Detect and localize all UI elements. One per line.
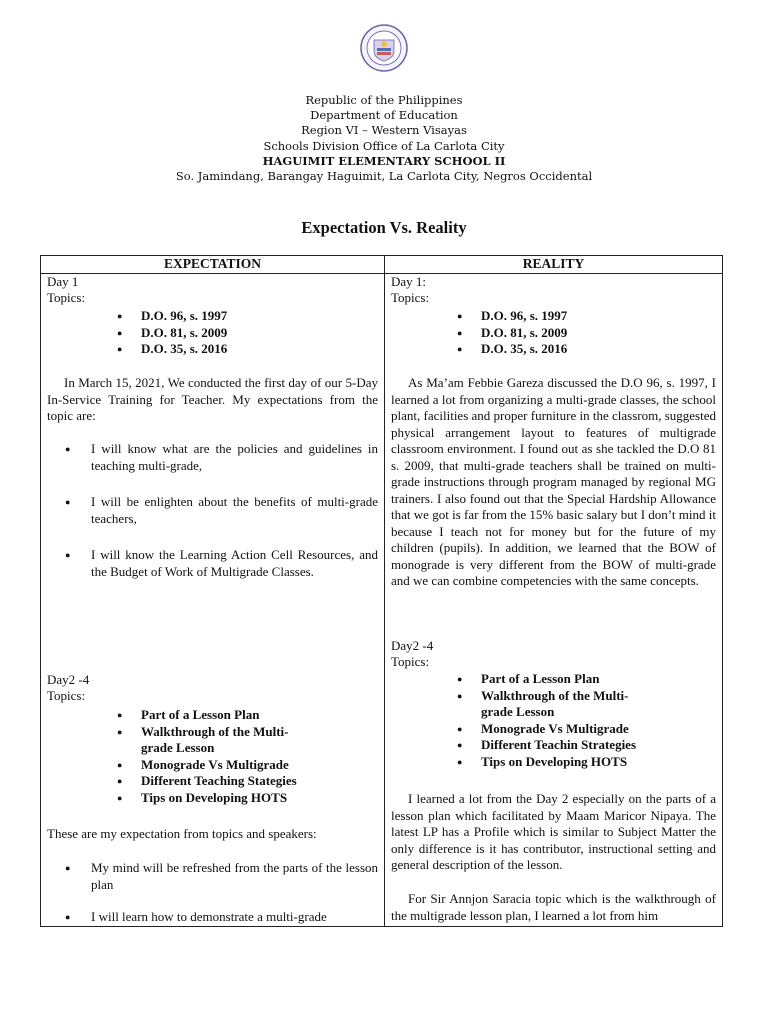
expectation-day1-topic-list bbox=[117, 308, 227, 358]
list-item: ● Tips on Developing HOTS bbox=[457, 754, 697, 771]
list-item: ● Different Teaching Stategies bbox=[117, 773, 347, 790]
list-item: ● Different Teachin Strategies bbox=[457, 737, 697, 754]
expectation-day1-list bbox=[65, 441, 378, 600]
reality-day1-paragraph: As Ma’am Febbie Gareza discussed the D.O 96, s. 1997, I learned a lot from organizing a multi-grade classes, the school plant, facilities and proper furniture in the classrom, suggested physical arrangement layout to features of multigrade classroom environment. I found out as she tackled the D.O 81 s. 2009, that multi-grade teachers shall be trained on multi-grade instructions through program managed by regional MG trainers. I also found out that the Special Hardship Allowance that we got is far from the 15% basic salary but I don’t mind it because I teach not for money but for the future of my children (pupils). In addition, we learned that the BOW of monograde is very different from the BOW of multi-grade and we can combine competencies with the same concepts. bbox=[391, 375, 716, 588]
reality-day2-topic-list bbox=[457, 671, 697, 770]
list-item: ● Walkthrough of the Multi-grade Lesson bbox=[457, 688, 697, 721]
expectation-topics2-label: Topics: bbox=[47, 688, 86, 703]
expectation-reality-table bbox=[40, 255, 723, 927]
reality-day2-paragraph: I learned a lot from the Day 2 especially on the parts of a lesson plan which facilitated by Maam Maricor Nipaya. The latest LP has a Profile which is similar to Subject Matter the only difference is it has contributor, instructional setting and general description of the lesson. bbox=[391, 791, 716, 872]
expectation-topics1-label: Topics: bbox=[47, 290, 86, 305]
header-address: So. Jamindang, Barangay Haguimit, La Carlota City, Negros Occidental bbox=[175, 169, 593, 184]
list-item: ● I will learn how to demonstrate a multi-grade bbox=[65, 909, 378, 926]
list-item: ● D.O. 81, s. 2009 bbox=[117, 325, 227, 342]
expectation-day2-label: Day2 -4 bbox=[47, 672, 90, 687]
column-header-expectation: EXPECTATION bbox=[41, 256, 385, 274]
list-item: ● I will be enlighten about the benefits of multi-grade teachers, bbox=[65, 494, 378, 527]
list-item: ● D.O. 96, s. 1997 bbox=[457, 308, 567, 325]
list-item: ● Monograde Vs Multigrade bbox=[117, 757, 347, 774]
expectation-cell bbox=[41, 274, 385, 927]
reality-cell bbox=[385, 274, 723, 927]
expectation-day2-list bbox=[65, 860, 378, 926]
column-header-reality: REALITY bbox=[385, 256, 723, 274]
list-item: ● My mind will be refreshed from the parts of the lesson plan bbox=[65, 860, 378, 893]
list-item: ● Part of a Lesson Plan bbox=[117, 707, 347, 724]
list-item: ● Monograde Vs Multigrade bbox=[457, 721, 697, 738]
list-item: ● Tips on Developing HOTS bbox=[117, 790, 347, 807]
reality-day2-label: Day2 -4 bbox=[391, 638, 434, 653]
deped-seal-logo bbox=[360, 24, 408, 72]
expectation-speakers-intro: These are my expectation from topics and speakers: bbox=[47, 826, 317, 841]
document-title: Expectation Vs. Reality bbox=[301, 218, 467, 237]
list-item: ● D.O. 35, s. 2016 bbox=[457, 341, 567, 358]
list-item: ● I will know what are the policies and guidelines in teaching multi-grade, bbox=[65, 441, 378, 474]
header-department: Department of Education bbox=[310, 108, 458, 123]
header-school-name: HAGUIMIT ELEMENTARY SCHOOL II bbox=[262, 153, 506, 168]
list-item: ● D.O. 96, s. 1997 bbox=[117, 308, 227, 325]
reality-day1-label: Day 1: bbox=[391, 274, 427, 289]
expectation-intro-paragraph: In March 15, 2021, We conducted the first day of our 5-Day In-Service Training for Teacher. My expectations from the topic are: bbox=[47, 375, 378, 423]
list-item: ● I will know the Learning Action Cell Resources, and the Budget of Work of Multigrade Classes. bbox=[65, 547, 378, 580]
list-item: ● Part of a Lesson Plan bbox=[457, 671, 697, 688]
reality-topics1-label: Topics: bbox=[391, 290, 430, 305]
reality-topics2-label: Topics: bbox=[391, 654, 430, 669]
list-item: ● D.O. 35, s. 2016 bbox=[117, 341, 227, 358]
letterhead bbox=[0, 93, 768, 184]
header-region: Region VI – Western Visayas bbox=[301, 123, 467, 138]
header-republic: Republic of the Philippines bbox=[305, 93, 463, 107]
list-item: ● D.O. 81, s. 2009 bbox=[457, 325, 567, 342]
reality-day1-topic-list bbox=[457, 308, 567, 358]
list-item: ● Walkthrough of the Multi-grade Lesson bbox=[117, 724, 347, 757]
reality-walkthrough-paragraph: For Sir Annjon Saracia topic which is the walkthrough of the multigrade lesson plan, I learned a lot from him bbox=[391, 891, 716, 923]
header-division: Schools Division Office of La Carlota City bbox=[263, 138, 505, 153]
expectation-day2-topic-list bbox=[117, 707, 347, 806]
expectation-day1-label: Day 1 bbox=[47, 274, 79, 289]
